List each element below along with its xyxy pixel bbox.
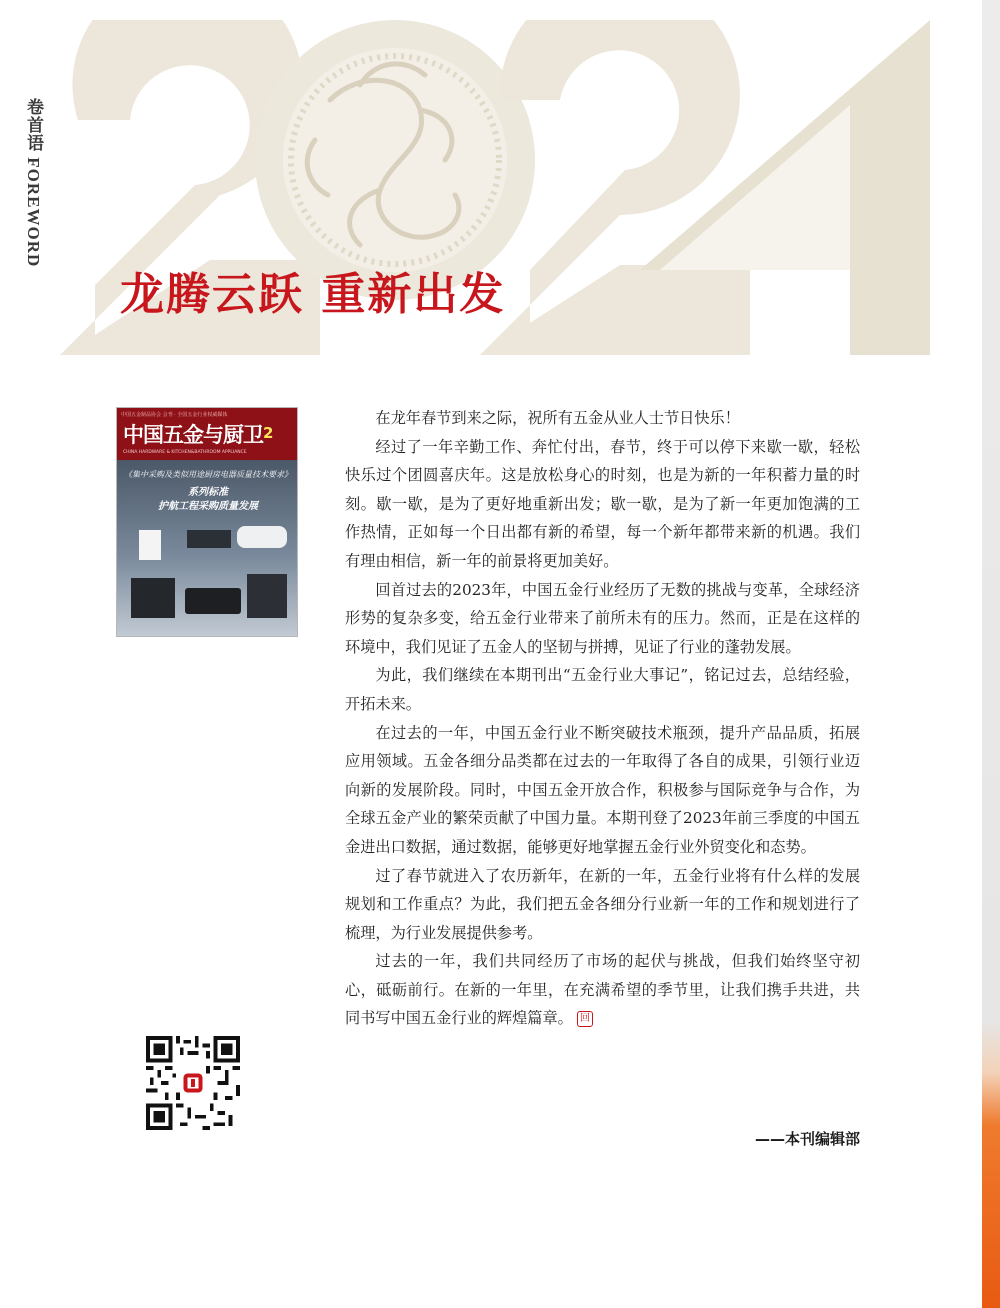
- cover-topline: 中国五金制品协会 会刊 · 全国五金行业权威媒体: [121, 412, 228, 418]
- qr-code[interactable]: [146, 1036, 240, 1130]
- cover-range-hood: [187, 530, 231, 548]
- cover-boiler: [139, 530, 161, 560]
- cover-title: 中国五金与厨卫: [123, 423, 263, 447]
- paragraph: 在过去的一年，中国五金行业不断突破技术瓶颈，提升产品品质，拓展应用领域。五金各细分品类都在过去的一年取得了各自的成果，引领行业迈向新的发展阶段。同时，中国五金开放合作，积极参与国际竞争与合作，为全球五金产业的繁荣贡献了中国力量。本期刊登了2023年前三季度的中国五金进出口数据，通过数据，能够更好地掌握五金行业外贸变化和态势。: [345, 723, 860, 856]
- year-banner: [60, 20, 940, 360]
- end-mark-icon: 回: [577, 1011, 593, 1027]
- cover-subtitle: 系列标准: [188, 487, 228, 498]
- paragraph: 经过了一年辛勤工作、奔忙付出，春节，终于可以停下来歇一歇，轻松快乐过个团圆喜庆年。这是放松身心的时刻，也是为新的一年积蓄力量的时刻。歇一歇，是为了更好地重新出发；歇一歇，是为了新一年更加饱满的工作热情，正如每一个日出都有新的希望，每一个新年都带来新的机遇。我们有理由相信，新一年的前景将更加美好。: [345, 437, 860, 570]
- magazine-cover[interactable]: [116, 407, 298, 637]
- page-edge-strip: [982, 0, 1000, 1308]
- paragraph: 为此，我们继续在本期刊出“五金行业大事记”，铭记过去，总结经验，开拓未来。: [345, 666, 860, 713]
- paragraph: 在龙年春节到来之际，祝所有五金从业人士节日快乐！: [375, 409, 740, 427]
- cover-subtitle-2: 护航工程采购质量发展: [158, 501, 258, 512]
- paragraph-last: [345, 947, 860, 1033]
- signature: ——本刊编辑部: [754, 1130, 860, 1148]
- headline: 龙腾云跃 重新出发: [120, 269, 506, 320]
- cover-cooktop: [185, 588, 241, 614]
- cover-issue-number: 2: [263, 424, 274, 442]
- cover-water-heater: [237, 526, 287, 548]
- cover-dishwasher: [247, 574, 287, 618]
- foreword-article: [345, 404, 860, 1033]
- paragraph-text: 过去的一年，我们共同经历了市场的起伏与挑战，但我们始终坚守初心，砥砺前行。在新的一年里，在充满希望的季节里，让我们携手共进，共同书写中国五金行业的辉煌篇章。: [345, 952, 860, 1028]
- cover-english-title: CHINA HARDWARE & KITCHEN&BATHROOM APPLIANCE: [123, 450, 247, 455]
- paragraph: 过了春节就进入了农历新年，在新的一年，五金行业将有什么样的发展规划和工作重点？为此，我们把五金各细分行业新一年的工作和规划进行了梳理，为行业发展提供参考。: [345, 866, 860, 942]
- paragraph: 回首过去的2023年，中国五金行业经历了无数的挑战与变革，全球经济形势的复杂多变，给五金行业带来了前所未有的压力。然而，正是在这样的环境中，我们见证了五金人的坚韧与拼搏，见证了行业的蓬勃发展。: [345, 580, 860, 656]
- cover-oven: [131, 578, 175, 618]
- cover-headline: 《集中采购及类似用途厨房电器质量技术要求》: [124, 470, 292, 479]
- section-label: 卷首语 FOREWORD: [24, 98, 43, 268]
